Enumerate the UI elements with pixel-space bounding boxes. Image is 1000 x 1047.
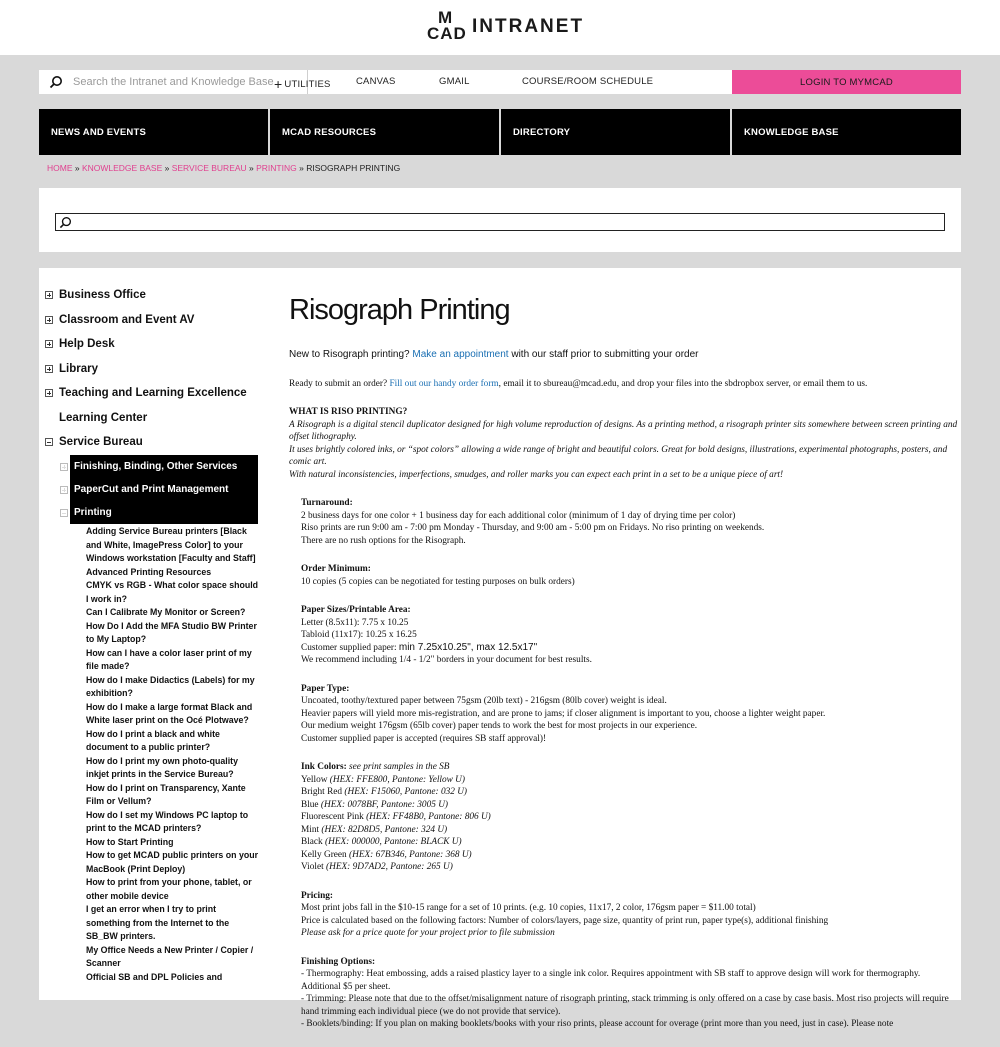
logo-mark-top: M: [438, 8, 453, 27]
pricing-section: [301, 890, 959, 940]
sidebar-item-teaching-learning[interactable]: [45, 387, 247, 399]
sidebar-item-service-bureau[interactable]: [45, 436, 143, 448]
printing-article-link[interactable]: How do I print my own photo-quality inkjet prints in the Service Bureau?: [86, 755, 238, 779]
breadcrumb-home[interactable]: HOME: [47, 163, 73, 173]
sidebar-item-label: Library: [59, 363, 98, 375]
sidebar-subitem-label: Finishing, Binding, Other Services: [74, 461, 238, 472]
printing-article-link[interactable]: I get an error when I try to print something from the Internet to the SB_BW printers.: [86, 904, 230, 941]
section-line: Most print jobs fall in the $10-15 range for a set of 10 prints. (e.g. 10 copies, 11x17, 2 color, 176gsm paper = $11.00 total): [301, 903, 756, 913]
printing-article-link[interactable]: How Do I Add the MFA Studio BW Printer to My Laptop?: [86, 620, 257, 644]
printing-article-link[interactable]: Can I Calibrate My Monitor or Screen?: [86, 607, 246, 617]
breadcrumb-knowledge-base[interactable]: KNOWLEDGE BASE: [81, 163, 163, 173]
paper-sizes-section: [301, 604, 959, 667]
section-heading: Paper Sizes/Printable Area:: [301, 605, 411, 615]
utilities-label: UTILITIES: [284, 79, 331, 90]
ink-color-item: Kelly Green (HEX: 67B346, Pantone: 368 U): [301, 849, 472, 860]
nav-news-and-events[interactable]: NEWS AND EVENTS: [39, 109, 268, 155]
section-heading: WHAT IS RISO PRINTING?: [289, 407, 408, 417]
intro-text: New to Risograph printing?: [289, 349, 413, 360]
intro-text: Ready to submit an order?: [289, 378, 390, 389]
content-panel: [39, 268, 961, 1029]
intro-text: with our staff prior to submitting your order: [508, 349, 699, 360]
section-line: Customer supplied paper: min 7.25x10.25", max 12.5x17": [301, 641, 538, 653]
expand-icon[interactable]: [45, 291, 53, 299]
section-line: - Trimming: Please note that due to the offset/misalignment nature of risograph printing, stack trimming is only offered on a case by case basis. Most riso projects will require hand trimming each individual piece (we do not provide that service).: [301, 994, 949, 1017]
section-heading: Turnaround:: [301, 498, 353, 508]
section-line: - Thermography: Heat embossing, adds a raised plasticy layer to a single ink color. Requires appointment with SB staff to approve design will work for thermography. Additional $5 per sheet.: [301, 969, 921, 992]
paper-type-section: [301, 683, 959, 746]
printing-article-link[interactable]: Adding Service Bureau printers [Black and White, ImagePress Color] to your Windows workstation [Faculty and Staff]: [86, 526, 256, 563]
intranet-search-input[interactable]: [73, 72, 305, 92]
printing-article-link[interactable]: How to print from your phone, tablet, or other mobile device: [86, 877, 252, 901]
ink-colors-section: [301, 761, 959, 874]
sidebar-subitem-label: PaperCut and Print Management: [74, 484, 229, 495]
collapse-icon[interactable]: [60, 509, 68, 517]
finishing-section: [301, 956, 959, 1031]
turnaround-section: [301, 497, 959, 547]
intro-appointment: [289, 349, 959, 362]
breadcrumb-service-bureau[interactable]: SERVICE BUREAU: [171, 163, 247, 173]
login-to-mymcad-button[interactable]: LOGIN TO MYMCAD: [732, 70, 961, 94]
section-line: There are no rush options for the Risograph.: [301, 535, 466, 546]
section-line: Heavier papers will yield more mis-registration, and are prone to jams; if closer alignment is important to you, choose a lighter weight paper.: [301, 708, 826, 719]
logo-wordmark: INTRANET: [472, 16, 585, 37]
course-room-schedule-link[interactable]: COURSE/ROOM SCHEDULE: [522, 76, 654, 87]
article: [289, 290, 959, 1047]
main-nav: [39, 109, 961, 155]
section-line: It uses brightly colored inks, or “spot colors” allowing a wide range of bright and beautiful colors. Great for bold designs, illustrations, experimental photographs, posters, and comic art.: [289, 444, 948, 467]
gmail-link[interactable]: GMAIL: [439, 76, 470, 87]
breadcrumb-separator: »: [162, 163, 172, 173]
collapse-icon[interactable]: [45, 438, 53, 446]
printing-article-link[interactable]: How to Start Printing: [86, 836, 174, 847]
search-icon[interactable]: [49, 75, 63, 89]
kb-search-field[interactable]: [55, 213, 945, 231]
section-line: - Booklets/binding: If you plan on making booklets/books with your riso prints, please account for overage (print more than you need, just in case). Please note: [301, 1019, 894, 1029]
printing-article-link[interactable]: CMYK vs RGB - What color space should I work in?: [86, 580, 259, 604]
ink-color-item: Bright Red (HEX: F15060, Pantone: 032 U): [301, 787, 468, 797]
sidebar-subitem-label: Printing: [74, 507, 112, 518]
expand-icon[interactable]: [60, 463, 68, 471]
sidebar-item-label: Business Office: [59, 289, 146, 301]
section-line: We recommend including 1/4 - 1/2" borders in your document for best results.: [301, 655, 592, 665]
order-form-link[interactable]: Fill out our handy order form: [389, 378, 499, 389]
sidebar-item-business-office[interactable]: [45, 289, 146, 301]
breadcrumb-printing[interactable]: PRINTING: [256, 163, 297, 173]
sidebar-item-library[interactable]: [45, 363, 98, 375]
make-appointment-link[interactable]: Make an appointment: [412, 349, 509, 360]
breadcrumb-current: RISOGRAPH PRINTING: [306, 163, 401, 173]
printing-article-list: [86, 525, 261, 984]
breadcrumb: [47, 163, 400, 173]
section-line: 10 copies (5 copies can be negotiated for testing purposes on bulk orders): [301, 576, 575, 587]
sidebar-item-classroom-event-av[interactable]: [45, 314, 194, 326]
ink-color-item: Violet (HEX: 9D7AD2, Pantone: 265 U): [301, 862, 453, 872]
section-line: Letter (8.5x11): 7.75 x 10.25: [301, 617, 409, 628]
sidebar-item-label: Learning Center: [59, 412, 148, 424]
ink-color-item: Blue (HEX: 0078BF, Pantone: 3005 U): [301, 799, 449, 810]
what-is-riso-section: [289, 406, 959, 481]
section-line: Price is calculated based on the following factors: Number of colors/layers, page size, quantity of print run, paper type(s), additional finishing: [301, 915, 829, 926]
expand-icon[interactable]: [45, 316, 53, 324]
section-heading: Pricing:: [301, 890, 334, 901]
sidebar-item-label: Help Desk: [59, 338, 115, 350]
nav-knowledge-base[interactable]: KNOWLEDGE BASE: [732, 109, 961, 155]
ink-color-item: Mint (HEX: 82D8D5, Pantone: 324 U): [301, 824, 448, 835]
sidebar-item-label: Teaching and Learning Excellence: [59, 387, 247, 399]
printing-article-link[interactable]: How to get MCAD public printers on your MacBook (Print Deploy): [86, 850, 259, 874]
site-header: [0, 0, 1000, 55]
sidebar-item-label: Service Bureau: [59, 436, 143, 448]
sidebar-subitem-papercut[interactable]: [60, 484, 228, 495]
utilities-menu-link[interactable]: [274, 76, 331, 92]
expand-icon[interactable]: [45, 365, 53, 373]
expand-icon[interactable]: [60, 486, 68, 494]
section-line: 2 business days for one color + 1 business day for each additional color (minimum of 1 day of drying time per color): [301, 510, 736, 521]
ink-color-item: Fluorescent Pink (HEX: FF48B0, Pantone: 806 U): [301, 812, 491, 822]
printing-article-link[interactable]: How do I make Didactics (Labels) for my exhibition?: [86, 674, 255, 698]
nav-mcad-resources[interactable]: MCAD RESOURCES: [270, 109, 499, 155]
section-line: With natural inconsistencies, imperfections, smudges, and roller marks you can expect each print in a set to be a unique piece of art!: [289, 469, 784, 480]
breadcrumb-separator: »: [246, 163, 257, 173]
canvas-link[interactable]: CANVAS: [356, 76, 396, 87]
section-line: Riso prints are run 9:00 am - 7:00 pm Monday - Thursday, and 9:00 am - 5:00 pm on Fridays. No riso printing on weekends.: [301, 523, 765, 533]
sidebar-item-help-desk[interactable]: [45, 338, 115, 350]
mcad-intranet-logo[interactable]: [427, 10, 584, 44]
section-line: Tabloid (11x17): 10.25 x 16.25: [301, 630, 417, 640]
search-icon: [59, 216, 72, 229]
page-title: Risograph Printing: [289, 294, 510, 326]
breadcrumb-separator: »: [296, 163, 307, 173]
kb-search-panel: [39, 188, 961, 252]
plus-icon: +: [274, 76, 283, 92]
printing-article-link[interactable]: How can I have a color laser print of my file made?: [86, 647, 252, 671]
mcad-logo-mark: [427, 8, 467, 43]
section-heading: Finishing Options:: [301, 956, 376, 967]
printing-article-link[interactable]: My Office Needs a New Printer / Copier / Scanner: [86, 944, 254, 968]
expand-icon[interactable]: [45, 340, 53, 348]
sidebar-item-label: Classroom and Event AV: [59, 314, 195, 326]
printing-article-link[interactable]: How do I set my Windows PC laptop to print to the MCAD printers?: [86, 809, 249, 833]
order-minimum-section: [301, 563, 959, 588]
sidebar-item-learning-center[interactable]: [45, 412, 147, 424]
ink-color-item: Black (HEX: 000000, Pantone: BLACK U): [301, 837, 462, 847]
printing-article-link[interactable]: Official SB and DPL Policies and: [86, 971, 223, 982]
section-heading: Order Minimum:: [301, 564, 371, 574]
section-heading-line: Ink Colors: see print samples in the SB: [301, 762, 450, 772]
section-line: Please ask for a price quote for your project prior to file submission: [301, 928, 555, 938]
intro-text: , email it to sbureau@mcad.edu, and drop your files into the sbdropbox server, or email them to us.: [498, 378, 868, 389]
printing-article-link[interactable]: How do I print on Transparency, Xante Film or Vellum?: [86, 782, 246, 806]
intro-order: [289, 378, 959, 391]
printing-article-link[interactable]: How do I make a large format Black and White laser print on the Océ Plotwave?: [86, 701, 253, 725]
sidebar-subitem-finishing[interactable]: [60, 461, 237, 472]
ink-color-item: Yellow (HEX: FFE800, Pantone: Yellow U): [301, 774, 465, 785]
section-line: Our medium weight 176gsm (65lb cover) paper tends to work the best for most projects in our experience.: [301, 721, 698, 731]
printing-article-link[interactable]: Advanced Printing Resources: [86, 566, 212, 577]
section-line: Customer supplied paper is accepted (requires SB staff approval)!: [301, 733, 547, 744]
sidebar-subitem-printing[interactable]: [60, 507, 112, 518]
section-line: A Risograph is a digital stencil duplicator designed for high volume reproduction of designs. As a printing method, a risograph printer sits somewhere between screen printing and offset lithography.: [289, 419, 958, 442]
expand-icon[interactable]: [45, 389, 53, 397]
section-line: Uncoated, toothy/textured paper between 75gsm (20lb text) - 216gsm (80lb cover) weight is ideal.: [301, 696, 667, 706]
breadcrumb-separator: »: [72, 163, 82, 173]
logo-mark-bottom: CAD: [427, 24, 467, 43]
section-heading: Paper Type:: [301, 683, 350, 694]
printing-article-link[interactable]: How do I print a black and white document to a public printer?: [86, 728, 220, 752]
nav-directory[interactable]: DIRECTORY: [501, 109, 730, 155]
